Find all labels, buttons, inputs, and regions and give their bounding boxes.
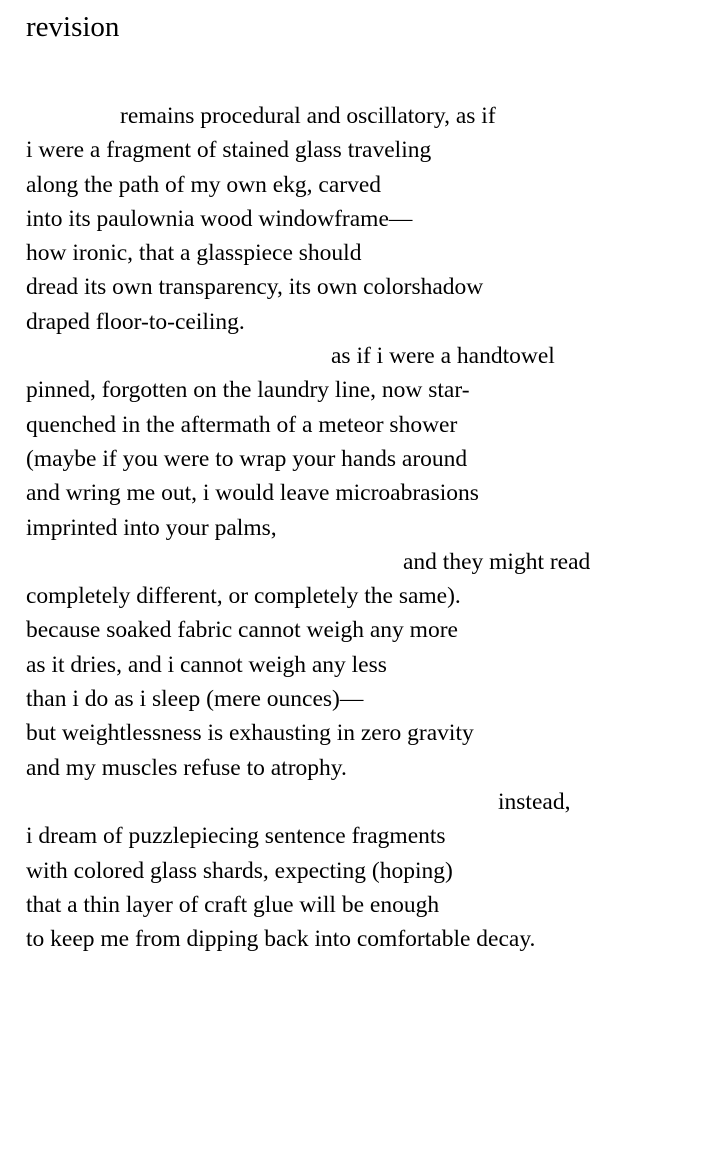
poem-body <box>26 99 724 956</box>
poem-line: because soaked fabric cannot weigh any more <box>26 617 458 644</box>
poem-line: as if i were a handtowel <box>331 343 555 370</box>
poem-line: imprinted into your palms, <box>26 514 277 541</box>
poem-line: to keep me from dipping back into comfortable decay. <box>26 926 536 953</box>
poem-line: pinned, forgotten on the laundry line, now star- <box>26 377 470 404</box>
poem-line: and wring me out, i would leave microabrasions <box>26 480 479 507</box>
poem-line: with colored glass shards, expecting (hoping) <box>26 857 453 884</box>
poem-line: completely different, or completely the same). <box>26 583 461 610</box>
poem-line: i dream of puzzlepiecing sentence fragments <box>26 823 446 850</box>
poem-line: how ironic, that a glasspiece should <box>26 240 362 267</box>
poem-line: dread its own transparency, its own colorshadow <box>26 274 484 301</box>
poem-line: that a thin layer of craft glue will be enough <box>26 891 440 918</box>
poem-line: instead, <box>498 788 571 815</box>
poem-line: (maybe if you were to wrap your hands around <box>26 445 468 472</box>
poem-line: into its paulownia wood windowframe— <box>26 205 413 232</box>
poem-line: than i do as i sleep (mere ounces)— <box>26 686 364 713</box>
poem-line: i were a fragment of stained glass traveling <box>26 137 432 164</box>
poem-line: quenched in the aftermath of a meteor shower <box>26 411 458 438</box>
poem-line: along the path of my own ekg, carved <box>26 171 382 198</box>
poem-line: and my muscles refuse to atrophy. <box>26 754 347 781</box>
poem-line: but weightlessness is exhausting in zero gravity <box>26 720 474 747</box>
poem-line: draped floor-to-ceiling. <box>26 308 245 335</box>
poem-line: remains procedural and oscillatory, as if <box>120 103 496 129</box>
poem-title: revision <box>26 11 120 43</box>
poem-line: as it dries, and i cannot weigh any less <box>26 651 387 678</box>
poem-line: and they might read <box>403 548 591 575</box>
